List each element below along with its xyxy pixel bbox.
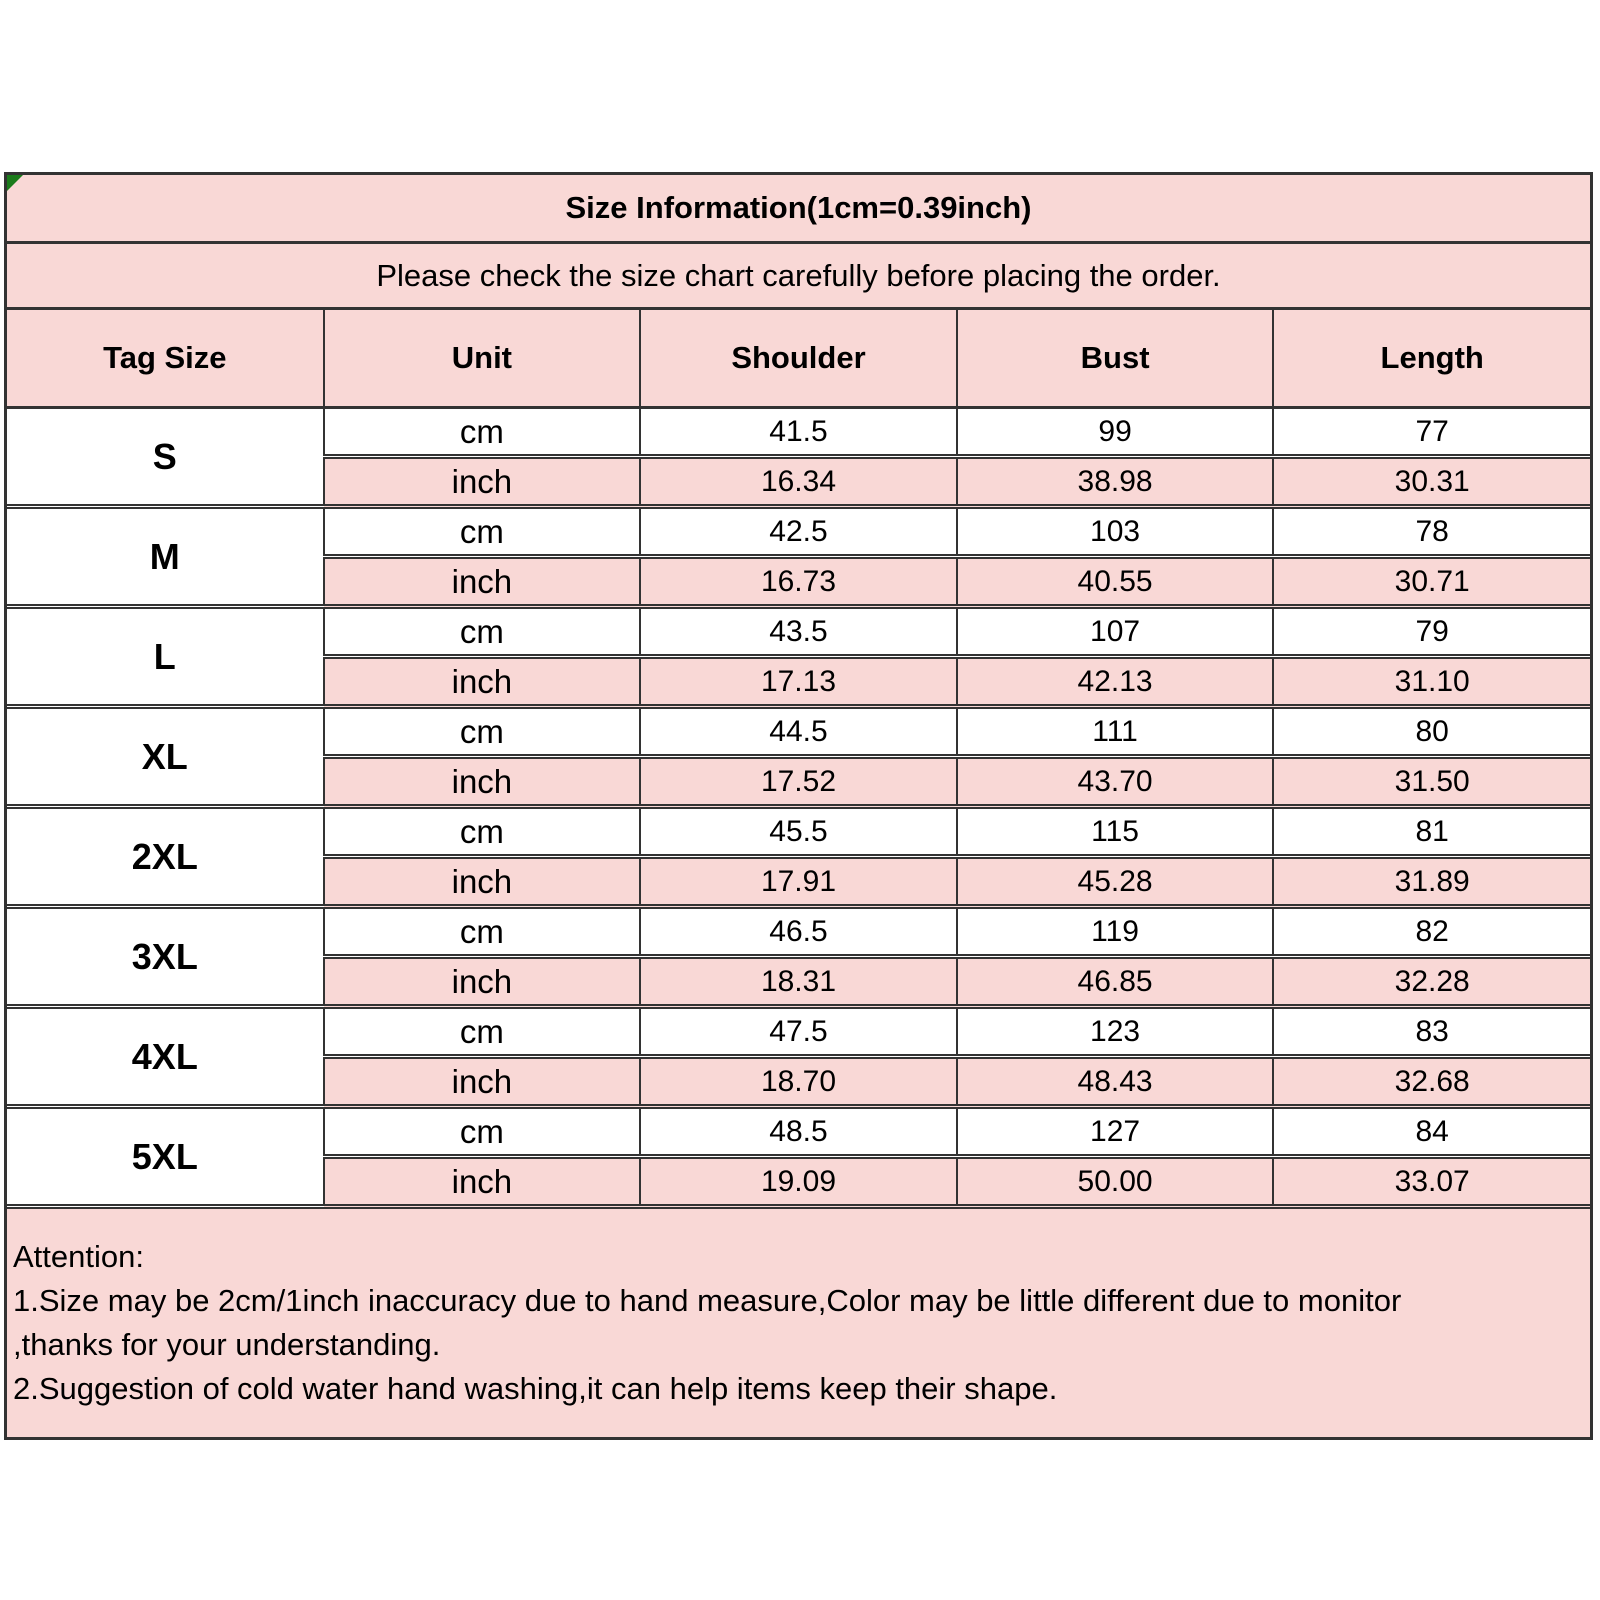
size-row-cm <box>7 1007 1590 1057</box>
unit-cm-label: cm <box>324 907 641 957</box>
size-row-cm <box>7 707 1590 757</box>
measurement-value-inch: 45.28 <box>957 857 1274 907</box>
measurement-value-inch: 31.10 <box>1273 657 1590 707</box>
unit-cm-label: cm <box>324 807 641 857</box>
col-header-length: Length <box>1273 310 1590 408</box>
unit-cm-label: cm <box>324 707 641 757</box>
header-row <box>7 310 1590 408</box>
measurement-value-cm: 44.5 <box>640 707 957 757</box>
measurement-value-inch: 38.98 <box>957 457 1274 507</box>
unit-inch-label: inch <box>324 757 641 807</box>
measurement-value-cm: 78 <box>1273 507 1590 557</box>
table-subtitle: Please check the size chart carefully before placing the order. <box>7 244 1590 310</box>
col-header-shoulder: Shoulder <box>640 310 957 408</box>
measurement-value-inch: 16.73 <box>640 557 957 607</box>
measurement-value-inch: 18.70 <box>640 1057 957 1107</box>
unit-inch-label: inch <box>324 1057 641 1107</box>
measurement-value-cm: 99 <box>957 408 1274 457</box>
measurement-value-cm: 46.5 <box>640 907 957 957</box>
measurement-value-cm: 77 <box>1273 408 1590 457</box>
measurement-value-cm: 83 <box>1273 1007 1590 1057</box>
size-chart-table <box>4 172 1593 1440</box>
measurement-value-cm: 80 <box>1273 707 1590 757</box>
measurement-value-cm: 42.5 <box>640 507 957 557</box>
measurement-value-inch: 43.70 <box>957 757 1274 807</box>
measurement-value-cm: 107 <box>957 607 1274 657</box>
size-tag-label: 5XL <box>7 1107 324 1207</box>
measurement-value-cm: 123 <box>957 1007 1274 1057</box>
measurement-value-inch: 42.13 <box>957 657 1274 707</box>
attention-line: 2.Suggestion of cold water hand washing,it can help items keep their shape. <box>13 1371 1058 1406</box>
unit-inch-label: inch <box>324 457 641 507</box>
measurement-value-cm: 119 <box>957 907 1274 957</box>
measurement-value-inch: 32.28 <box>1273 957 1590 1007</box>
size-tag-label: XL <box>7 707 324 807</box>
size-tag-label: S <box>7 408 324 507</box>
measurement-value-inch: 48.43 <box>957 1057 1274 1107</box>
measurement-value-inch: 17.91 <box>640 857 957 907</box>
measurement-value-inch: 19.09 <box>640 1157 957 1207</box>
unit-cm-label: cm <box>324 408 641 457</box>
measurement-value-inch: 31.89 <box>1273 857 1590 907</box>
measurement-value-cm: 84 <box>1273 1107 1590 1157</box>
measurement-value-cm: 127 <box>957 1107 1274 1157</box>
measurement-value-inch: 30.31 <box>1273 457 1590 507</box>
col-header-tag-size: Tag Size <box>7 310 324 408</box>
measurement-value-cm: 81 <box>1273 807 1590 857</box>
unit-inch-label: inch <box>324 657 641 707</box>
table-title: Size Information(1cm=0.39inch) <box>7 175 1590 244</box>
measurement-value-inch: 40.55 <box>957 557 1274 607</box>
measurement-value-inch: 31.50 <box>1273 757 1590 807</box>
unit-inch-label: inch <box>324 857 641 907</box>
size-tag-label: M <box>7 507 324 607</box>
measurement-value-inch: 17.13 <box>640 657 957 707</box>
measurement-value-cm: 79 <box>1273 607 1590 657</box>
unit-inch-label: inch <box>324 957 641 1007</box>
col-header-bust: Bust <box>957 310 1274 408</box>
measurement-value-cm: 47.5 <box>640 1007 957 1057</box>
green-corner-marker <box>7 175 23 191</box>
measurement-value-cm: 82 <box>1273 907 1590 957</box>
size-tag-label: 4XL <box>7 1007 324 1107</box>
size-tag-label: L <box>7 607 324 707</box>
col-header-unit: Unit <box>324 310 641 408</box>
measurement-value-cm: 41.5 <box>640 408 957 457</box>
unit-cm-label: cm <box>324 607 641 657</box>
size-tag-label: 3XL <box>7 907 324 1007</box>
measurement-value-cm: 111 <box>957 707 1274 757</box>
measurement-value-cm: 45.5 <box>640 807 957 857</box>
measurement-value-inch: 32.68 <box>1273 1057 1590 1107</box>
measurement-value-inch: 50.00 <box>957 1157 1274 1207</box>
size-row-cm <box>7 1107 1590 1157</box>
unit-inch-label: inch <box>324 1157 641 1207</box>
measurement-value-inch: 33.07 <box>1273 1157 1590 1207</box>
size-row-cm <box>7 507 1590 557</box>
attention-line: ,thanks for your understanding. <box>13 1327 441 1362</box>
measurement-value-cm: 43.5 <box>640 607 957 657</box>
attention-note <box>7 1209 1590 1437</box>
measurement-value-inch: 46.85 <box>957 957 1274 1007</box>
unit-cm-label: cm <box>324 1007 641 1057</box>
measurement-value-inch: 17.52 <box>640 757 957 807</box>
unit-inch-label: inch <box>324 557 641 607</box>
measurement-value-cm: 115 <box>957 807 1274 857</box>
size-row-cm <box>7 807 1590 857</box>
size-row-cm <box>7 907 1590 957</box>
size-measurements-table <box>7 310 1590 1209</box>
attention-heading: Attention: <box>13 1239 144 1274</box>
measurement-value-inch: 16.34 <box>640 457 957 507</box>
size-row-cm <box>7 607 1590 657</box>
unit-cm-label: cm <box>324 1107 641 1157</box>
measurement-value-inch: 30.71 <box>1273 557 1590 607</box>
size-row-cm <box>7 408 1590 457</box>
attention-line: 1.Size may be 2cm/1inch inaccuracy due to hand measure,Color may be little different due to monitor <box>13 1283 1402 1318</box>
measurement-value-inch: 18.31 <box>640 957 957 1007</box>
size-tag-label: 2XL <box>7 807 324 907</box>
measurement-value-cm: 48.5 <box>640 1107 957 1157</box>
measurement-value-cm: 103 <box>957 507 1274 557</box>
unit-cm-label: cm <box>324 507 641 557</box>
